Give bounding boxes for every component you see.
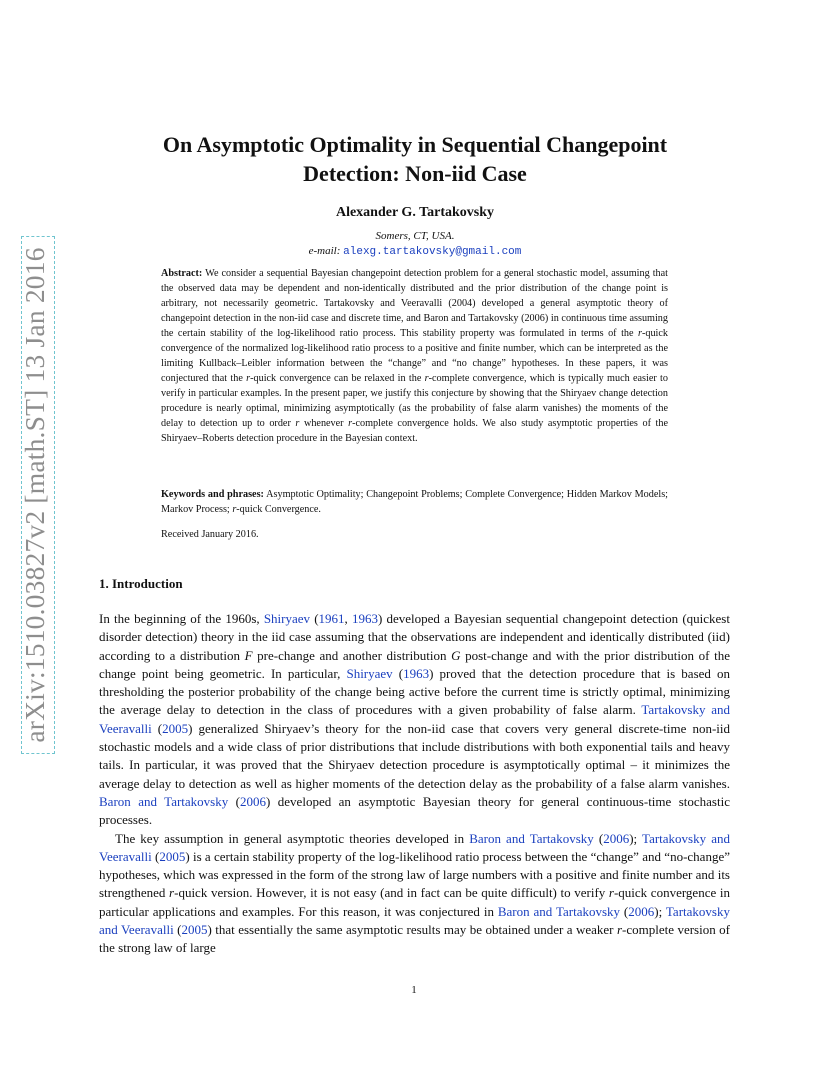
text: ( <box>151 720 163 736</box>
text: ( <box>173 922 182 938</box>
math-r: r <box>424 373 429 384</box>
text: ( <box>151 848 160 864</box>
math-r: r <box>638 328 642 339</box>
citation-link[interactable]: 2006 <box>240 793 267 809</box>
text: ) <box>654 903 659 919</box>
math-r: r <box>169 885 175 901</box>
text: ) <box>429 665 434 681</box>
keywords <box>161 487 668 517</box>
arxiv-stamp: arXiv:1510.03827v2 [math.ST] 13 Jan 2016 <box>19 247 50 743</box>
text: is a certain stability property of the log-likelihood ratio process between the “change” and “no-change” hypotheses, which was expressed in the form of the strong law of large numbers with a positive and finite number and its strengthened <box>99 848 730 901</box>
text: -complete version of the strong law of large <box>99 922 730 956</box>
text: generalized Shiryaev’s theory for the non-iid case that covers very general discrete-time non-iid stochastic models and a wide class of prior distributions that include distributions with both exponential tails and heavy tails. In particular, it was proved that the Shiryaev detection procedure is asymptotically optimal – it minimizes the average delay to detection as well as higher moments of the detection delay as the probability of a false alarm vanishes. <box>99 720 730 791</box>
section-heading: 1. Introduction <box>99 576 183 591</box>
title-line-1: On Asymptotic Optimality in Sequential Changepoint <box>162 132 668 157</box>
text: ) <box>266 793 271 809</box>
text: post-change and with the prior distribution of the change point being geometric. In particular, <box>99 647 730 681</box>
introduction-body <box>99 610 730 958</box>
citation-link[interactable]: Shiryaev <box>263 611 311 626</box>
citation-link[interactable]: Shiryaev <box>346 665 393 681</box>
math-r: r <box>348 418 353 429</box>
math-r: r <box>608 885 614 901</box>
text: ) <box>377 611 383 626</box>
email-line <box>130 245 700 258</box>
abstract-text: We consider a sequential Bayesian changepoint detection problem for a general stochastic model, assuming that the observed data may be dependent and non-identically distributed and the prior distribution of the change point is arbitrary, not necessarily geometric. Tartakovsky and Veeravalli (2004) developed a general asymptotic theory of changepoint detection in the non-iid case and discrete time, and Baron and Tartakovsky (2006) in continuous time assuming the certain stability of the log-likelihood ratio process. This stability property was formulated in terms of the <box>161 268 668 339</box>
text: developed an asymptotic Bayesian theory for general continuous-time stochastic processes. <box>99 793 730 828</box>
citation-link[interactable]: Tartakovsky and Veeravalli <box>99 903 730 938</box>
text: -quick convergence in particular applications and examples. For this reason, it was conjectured in <box>99 885 730 919</box>
math-var-F: F <box>244 647 253 663</box>
received-date: Received January 2016. <box>161 529 259 540</box>
keywords-text: -quick Convergence. <box>236 504 321 515</box>
author-name: Alexander G. Tartakovsky <box>335 205 495 220</box>
text: ) <box>207 922 212 938</box>
text: ) <box>185 848 190 864</box>
text: ( <box>228 793 241 809</box>
text: pre-change and another distribution <box>252 647 452 663</box>
citation-link[interactable]: 2005 <box>181 922 208 938</box>
citation-link[interactable]: Tartakovsky and Veeravalli <box>99 830 730 864</box>
text: that essentially the same asymptotic results may be obtained under a weaker <box>211 922 617 938</box>
email-link[interactable]: alexg.tartakovsky@gmail.com <box>343 246 522 258</box>
text: , <box>344 611 352 626</box>
text: ( <box>310 611 319 626</box>
math-r: r <box>295 418 300 429</box>
citation-link[interactable]: 2006 <box>603 830 630 846</box>
citation-link[interactable]: Tartakovsky and Veeravalli <box>99 702 730 736</box>
citation-link[interactable]: 2006 <box>628 903 655 919</box>
citation-link[interactable]: 2005 <box>162 720 189 736</box>
author-affiliation: Somers, CT, USA. <box>375 230 455 242</box>
text: ; <box>658 903 666 919</box>
text: proved that the detection procedure that is based on thresholding the posterior probability of the change being active before the current time is strictly optimal, minimizing the average delay to detection in the class of procedures with a given probability of false alarm. <box>99 665 730 718</box>
email-label: e-mail: <box>308 245 341 257</box>
abstract-text: -complete convergence holds. We also study asymptotic properties of the Shiryaev–Roberts detection procedure in the Bayesian context. <box>161 418 668 444</box>
text: The key assumption in general asymptotic theories developed in <box>115 830 470 846</box>
page-number: 1 <box>411 984 417 996</box>
math-r: r <box>232 504 237 515</box>
abstract-text: -complete convergence, which is typically much easier to verify in particular examples. In the present paper, we justify this conjecture by showing that the Shiryaev change detection procedure is nearly optimal, minimizing asymptotically (as the probability of false alarm vanishes) the moments of the delay to detection up to order <box>161 373 668 429</box>
abstract-text: -quick convergence of the normalized log-likelihood ratio process to a positive and finite number, which can be interpreted as the limiting Kullback–Leibler information between the “change” and “no change” hypotheses. In these papers, it was conjectured that the <box>161 328 668 384</box>
text: ( <box>620 903 629 919</box>
math-var-G: G <box>451 647 461 663</box>
math-r: r <box>616 922 623 938</box>
text: ) <box>188 720 193 736</box>
title-line-2: Detection: Non-iid Case <box>303 161 527 186</box>
math-r: r <box>246 373 251 384</box>
text: ( <box>593 830 604 846</box>
citation-link[interactable]: Baron and Tartakovsky <box>99 793 229 809</box>
text: ( <box>392 665 404 681</box>
text: ; <box>633 830 643 846</box>
citation-link[interactable]: Baron and Tartakovsky <box>497 903 621 919</box>
abstract-text: -quick convergence can be relaxed in the <box>250 373 425 384</box>
text: developed a Bayesian sequential changepoint detection (quickest disorder detection) theory in the iid case assuming that the observations are independent and identically distributed (iid) according to a distribution <box>99 611 730 663</box>
text: ) <box>629 830 634 846</box>
text: In the beginning of the 1960s, <box>99 611 264 626</box>
citation-link[interactable]: Baron and Tartakovsky <box>469 830 594 846</box>
paper-title <box>130 130 700 188</box>
text: -quick version. However, it is not easy (and in fact can be quite difficult) to verify <box>174 885 609 901</box>
abstract <box>161 266 668 446</box>
citation-link[interactable]: 1961 <box>318 611 345 626</box>
citation-link[interactable]: 1963 <box>351 611 378 626</box>
keywords-text: Asymptotic Optimality; Changepoint Problems; Complete Convergence; Hidden Markov Models; Markov Process; <box>161 489 669 515</box>
abstract-label: Abstract: <box>161 268 203 279</box>
citation-link[interactable]: 2005 <box>159 848 186 864</box>
keywords-label: Keywords and phrases: <box>161 489 264 500</box>
intro-paragraph-2 <box>99 830 730 958</box>
intro-paragraph-1 <box>99 610 730 830</box>
abstract-text: whenever <box>299 418 349 429</box>
citation-link[interactable]: 1963 <box>403 665 430 681</box>
